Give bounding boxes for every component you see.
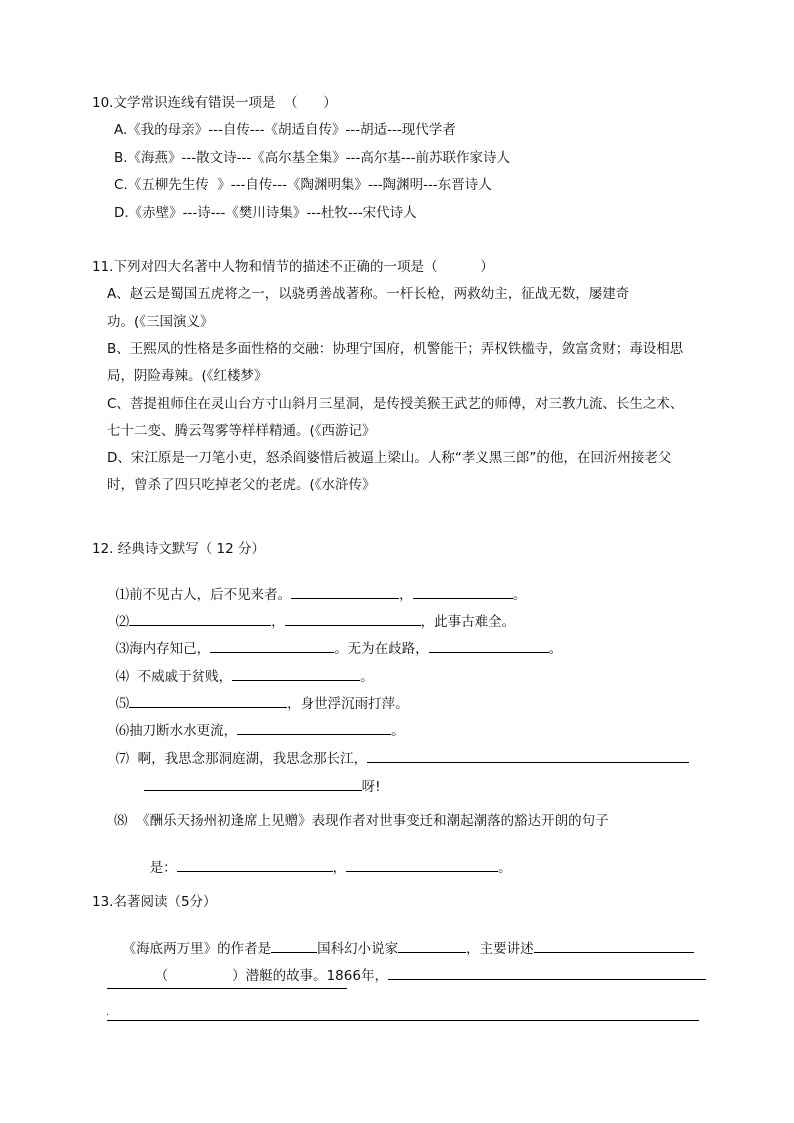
answer-blank[interactable] — [144, 777, 362, 791]
q12-item-6-text: ⑹抽刀断水水更流， — [115, 723, 238, 739]
q12-item-1-text: ⑴前不见古人，后不见来者。 — [115, 587, 292, 603]
punct: ， — [271, 614, 285, 630]
q13-paren-open: （ — [154, 968, 169, 984]
q12-item-7-end: 呀! — [361, 779, 381, 795]
q10-stem: 10.文学常识连线有错误一项是 （ ） — [92, 95, 337, 111]
q13-text: 《海底两万里》的作者是 — [122, 941, 272, 957]
q11-line: 七十二变、腾云驾雾等样样精通。(《西游记》 — [107, 423, 376, 439]
q12-item-3-text2: 。无为在歧路， — [334, 641, 429, 657]
q13-line-2 — [146, 948, 706, 985]
punct: 。 — [360, 669, 374, 685]
q12-item-5-text: ，身世浮沉雨打萍。 — [287, 696, 409, 712]
q12-item-2-text: ，此事古难全。 — [420, 614, 516, 630]
q10-option-a: A.《我的母亲》---自传---《胡适自传》---胡适---现代学者 — [114, 122, 456, 138]
q11-line: A、赵云是蜀国五虎将之一，以骁勇善战著称。一杆长枪，两救幼主，征战无数，屡建奇 — [107, 286, 630, 302]
q12-item-8-lead: 是： — [149, 860, 177, 876]
q12-item-8-cont — [141, 840, 512, 877]
answer-blank[interactable] — [367, 749, 689, 763]
punct: 。 — [498, 860, 512, 876]
q12-item-4-text: ⑷ 不威戚于贫贱， — [115, 669, 233, 685]
q12-item-2-num: ⑵ — [115, 614, 130, 630]
q11-line: 功。(《三国演义》 — [107, 314, 214, 330]
q13-stem: 13.名著阅读（5分） — [92, 894, 217, 910]
q13-text: 国科幻小说家 — [317, 941, 399, 957]
q12-stem: 12. 经典诗文默写（ 12 分） — [92, 541, 266, 557]
q12-item-7-text: ⑺ 啊，我思念那洞庭湖，我思念那长江， — [115, 751, 368, 767]
q11-line: D、宋江原是一刀笔小吏，怒杀阎婆惜后被逼上梁山。人称“孝义黑三郎”的他，在回沂州接老父 — [107, 450, 672, 466]
answer-blank[interactable] — [346, 858, 498, 872]
stray-dot: . — [106, 1008, 109, 1018]
punct: 。 — [512, 587, 527, 603]
q11-line: C、菩提祖师住在灵山台方寸山斜月三星洞，是传授美猴王武艺的师傅，对三教九流、长生之术、 — [107, 396, 684, 412]
q12-item-7-cont — [135, 759, 381, 796]
q11-line: 时，曾杀了四只吃掉老父的老虎。(《水浒传》 — [107, 477, 376, 493]
q12-item-8: ⑻ 《酬乐天扬州初逢席上见赠》表现作者对世事变迁和潮起潮落的豁达开朗的句子 — [114, 813, 609, 829]
answer-blank[interactable] — [388, 966, 706, 980]
q12-item-3-text: ⑶海内存知己， — [115, 641, 211, 657]
punct: 。 — [391, 723, 405, 739]
answer-blank[interactable] — [177, 858, 333, 872]
punct: ， — [399, 587, 413, 603]
q10-option-c: C.《五柳先生传 》---自传---《陶渊明集》---陶渊明---东晋诗人 — [114, 177, 492, 193]
q11-stem: 11.下列对四大名著中人物和情节的描述不正确的一项是（ ） — [92, 259, 494, 275]
q13-text: ）潜艇的故事。1866年， — [232, 968, 388, 984]
answer-line[interactable] — [107, 1020, 699, 1021]
punct: 。 — [548, 641, 563, 657]
q11-line: B、王熙凤的性格是多面性格的交融：协理宁国府，机警能干；弄权铁槛寺，敛富贪财；毒设相思 — [107, 341, 684, 357]
q10-option-b: B.《海燕》---散文诗---《高尔基全集》---高尔基---前苏联作家诗人 — [114, 150, 511, 166]
punct: ， — [332, 860, 347, 876]
answer-blank[interactable] — [429, 639, 549, 653]
q10-option-d: D.《赤壁》---诗---《樊川诗集》---杜牧---宋代诗人 — [114, 205, 417, 221]
q12-item-5-num: ⑸ — [115, 696, 130, 712]
q13-text: ，主要讲述 — [466, 941, 534, 957]
answer-line[interactable] — [107, 988, 347, 989]
q11-line: 局，阴险毒辣。(《红楼梦》 — [107, 368, 268, 384]
